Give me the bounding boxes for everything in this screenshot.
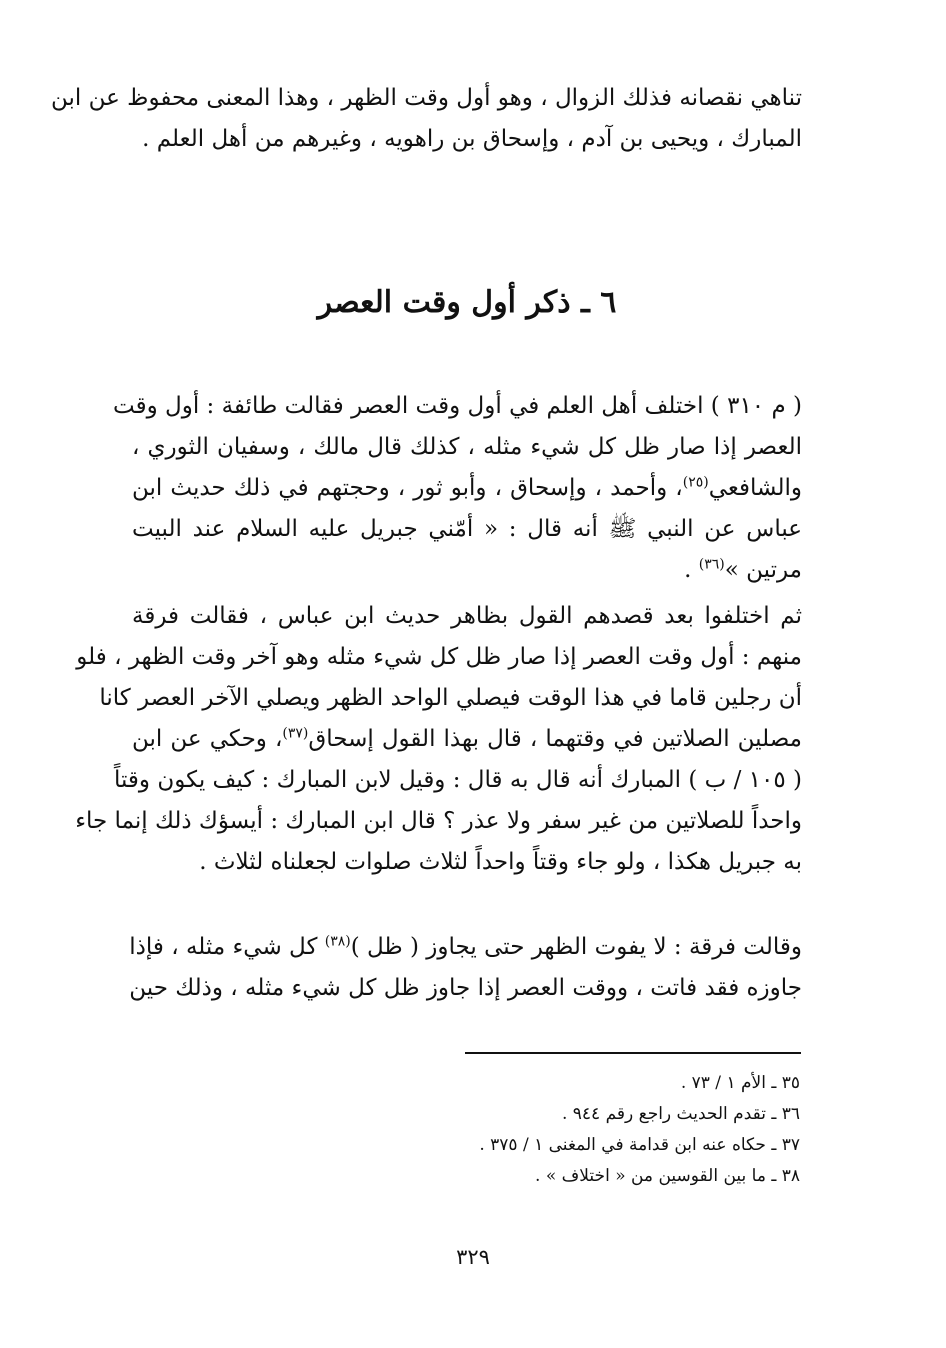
text-segment: مصلين الصلاتين في وقتهما ، قال بهذا القول إسحاق — [308, 726, 802, 752]
paragraph-first-time-of-asr — [113, 386, 802, 591]
footnote-ref: (٣٦) — [698, 556, 725, 573]
paragraph-disagreement — [75, 596, 802, 883]
text-segment: مرتين » — [724, 557, 802, 583]
section-heading: ٦ ـ ذكر أول وقت العصر — [317, 285, 617, 320]
text-line — [132, 719, 802, 760]
text-segment: وقالت فرقة : لا يفوت الظهر حتى يجاوز ( ظل ) — [350, 934, 802, 960]
text-line: ثم اختلفوا بعد قصدهم القول بظاهر حديث ابن عباس ، فقالت فرقة — [132, 603, 802, 629]
text-segment: . — [684, 557, 692, 583]
footnote: ٣٨ ـ ما بين القوسين من « اختلاف » . — [535, 1166, 800, 1186]
text-line: به جبريل هكذا ، ولو جاء وقتاً واحداً لثلاث صلوات لجعلناه لثلاث . — [199, 849, 802, 875]
text-line: واحداً للصلاتين من غير سفر ولا عذر ؟ قال ابن المبارك : أيسؤك ذلك إنما جاء — [75, 808, 802, 834]
continuation-paragraph — [51, 78, 802, 160]
footnote-separator — [465, 1052, 801, 1054]
text-line: ( ١٠٥ / ب ) المبارك أنه قال به قال : وقيل لابن المبارك : كيف يكون وقتاً — [113, 767, 802, 793]
text-line — [129, 927, 802, 968]
text-line: جاوزه فقد فاتت ، ووقت العصر إذا جاوز ظل كل شيء مثله ، وذلك حين — [129, 975, 802, 1001]
text-line — [132, 468, 802, 509]
text-line: المبارك ، ويحيى بن آدم ، وإسحاق بن راهويه ، وغيرهم من أهل العلم . — [142, 126, 802, 152]
text-line: تناهي نقصانه فذلك الزوال ، وهو أول وقت الظهر ، وهذا المعنى محفوظ عن ابن — [51, 85, 802, 111]
text-segment: كل شيء مثله ، فإذا — [129, 934, 318, 960]
text-line: عباس عن النبي ﷺ أنه قال : « أمّني جبريل عليه السلام عند البيت — [132, 516, 802, 542]
text-segment: ، وأحمد ، وإسحاق ، وأبو ثور ، وحجتهم في ذلك حديث ابن — [132, 475, 683, 501]
footnote: ٣٦ ـ تقدم الحديث راجع رقم ٩٤٤ . — [561, 1104, 800, 1124]
text-line: ( م ٣١٠ ) اختلف أهل العلم في أول وقت العصر فقالت طائفة : أول وقت — [113, 393, 802, 419]
page-number: ٣٢٩ — [456, 1245, 490, 1269]
text-line: أن رجلين قاما في هذا الوقت فيصلي الواحد الظهر ويصلي الآخر العصر كانا — [99, 685, 802, 711]
footnotes — [400, 1068, 800, 1192]
text-line — [132, 550, 802, 591]
footnote-ref: (٢٥) — [682, 474, 709, 491]
text-segment: والشافعي — [708, 475, 802, 501]
footnote-ref: (٣٧) — [282, 725, 309, 742]
text-line: منهم : أول وقت العصر إذا صار ظل كل شيء مثله وهو آخر وقت الظهر ، فلو — [76, 644, 802, 670]
text-line: العصر إذا صار ظل كل شيء مثله ، كذلك قال مالك ، وسفيان الثوري ، — [132, 434, 802, 460]
text-segment: ، وحكي عن ابن — [132, 726, 283, 752]
footnote: ٣٧ ـ حكاه عنه ابن قدامة في المغنى ١ / ٣٧٥ . — [479, 1135, 800, 1155]
footnote: ٣٥ ـ الأم ١ / ٧٣ . — [680, 1073, 800, 1093]
paragraph-another-group — [129, 927, 802, 1009]
footnote-ref: (٣٨) — [324, 933, 351, 950]
